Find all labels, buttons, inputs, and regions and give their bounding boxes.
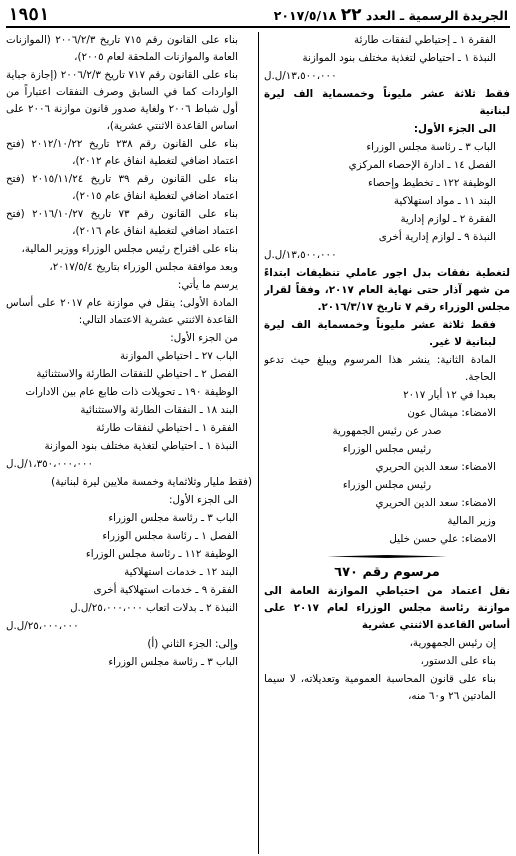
- paragraph: الامضاء: سعد الدين الحريري: [375, 497, 496, 509]
- header-title: [274, 5, 508, 25]
- paragraph: ١٣،٥٠٠،٠٠٠/ل.ل: [264, 249, 337, 261]
- paragraph: ١،٣٥٠،٠٠٠،٠٠٠/ل.ل: [6, 458, 93, 470]
- paragraph: الى الجزء الأول:: [413, 123, 496, 135]
- paragraph: الفصل ٢ ـ احتياطي للنفقات الطارئة والاستثنائية: [36, 368, 238, 380]
- paragraph: المادة الأولى: ينقل في موازنة عام ٢٠١٧ على أساس القاعدة الاثنتي عشرية الاعتماد التالي:: [6, 297, 238, 326]
- left-column-paragraphs: [6, 32, 252, 671]
- paragraph: الفقرة ٩ ـ خدمات استهلاكية أخرى: [93, 584, 238, 596]
- paragraph: الباب ٣ ـ رئاسة مجلس الوزراء: [366, 141, 496, 153]
- left-column: [6, 32, 252, 854]
- paragraph: صدر عن رئيس الجمهورية: [332, 425, 442, 437]
- paragraph: بعبدا في ١٢ أيار ٢٠١٧: [403, 389, 496, 401]
- paragraph: ١٣،٥٠٠،٠٠٠/ل.ل: [264, 70, 337, 82]
- paragraph: رئيس مجلس الوزراء: [342, 479, 432, 491]
- paragraph: بناء على القانون رقم ٧١٥ تاريخ ٢٠٠٦/٢/٣ (الموازنات العامة والموازنات الملحقة لعام ٢٠٠٥)،: [6, 34, 238, 63]
- right-column: [264, 32, 510, 854]
- paragraph: البند ١٢ ـ خدمات استهلاكية: [124, 566, 238, 578]
- paragraph: النبذة ٢ ـ بدلات اتعاب ٢٥،٠٠٠،٠٠٠/ل.ل: [70, 602, 238, 614]
- header-issue-number: ٢٢: [340, 5, 362, 25]
- header-title-prefix: الجريدة الرسمية ـ العدد: [365, 8, 508, 23]
- paragraph: يرسم ما يأتي:: [177, 279, 238, 291]
- paragraph: فقط ثلاثة عشر مليوناً وخمسماية الف ليرة لبنانية لا غير.: [264, 319, 496, 348]
- paragraph: بناء على القانون رقم ٧١٧ تاريخ ٢٠٠٦/٢/٣ (إجازة جباية الواردات كما في السابق وصرف النفقات اعتباراً من أول شباط ٢٠٠٦ ولغاية صدور قانون موازنة ٢٠٠٦ على اساس القاعدة الاثنتي عشرية)،: [6, 69, 238, 132]
- header-date: ٢٠١٧/٥/١٨: [273, 8, 337, 23]
- paragraph: الامضاء: علي حسن خليل: [389, 533, 496, 545]
- preamble-line: إن رئيس الجمهورية،: [409, 637, 496, 649]
- paragraph: الامضاء: سعد الدين الحريري: [375, 461, 496, 473]
- page-header: [6, 4, 510, 28]
- paragraph: لتغطية نفقات بدل اجور عاملي تنظيفات ابتداءً من شهر آذار حتى نهاية العام ٢٠١٧، وفقاً لقرار مجلس الوزراء رقم ٧ تاريخ ٢٠١٦/٣/١٧.: [264, 267, 510, 313]
- paragraph: المادة الثانية: ينشر هذا المرسوم ويبلغ حيث تدعو الحاجة.: [264, 354, 496, 383]
- paragraph: الوظيفة ١١٢ ـ رئاسة مجلس الوزراء: [85, 548, 238, 560]
- paragraph: بناء على القانون رقم ٧٣ تاريخ ٢٠١٦/١٠/٢٧ (فتح اعتماد اضافي لتغطية انفاق عام ٢٠١٦)،: [6, 208, 238, 237]
- paragraph: البند ١٨ ـ النفقات الطارئة والاستثنائية: [80, 404, 238, 416]
- right-column-paragraphs: [264, 32, 510, 548]
- decree-subject: نقل اعتماد من احتياطي الموازنة العامة الى موازنة رئاسة مجلس الوزراء لعام ٢٠١٧ على أساس القاعدة الاثنتي عشرية: [264, 585, 510, 631]
- preamble-line: بناء على الدستور،: [420, 655, 496, 667]
- columns: [6, 32, 510, 854]
- paragraph: (فقط مليار وثلاثماية وخمسة ملايين ليرة لبنانية): [51, 476, 252, 488]
- paragraph: بناء على القانون رقم ٣٩ تاريخ ٢٠١٥/١١/٢٤ (فتح اعتماد اضافي لتغطية انفاق عام ٢٠١٥)،: [6, 173, 238, 202]
- paragraph: ٢٥،٠٠٠،٠٠٠/ل.ل: [6, 620, 79, 632]
- paragraph: الوظيفة ١٩٠ ـ تحويلات ذات طابع عام بين الادارات: [25, 386, 238, 398]
- paragraph: الفصل ١ ـ رئاسة مجلس الوزراء: [102, 530, 238, 542]
- decree-preamble: [264, 635, 510, 705]
- paragraph: الوظيفة ١٢٢ ـ تخطيط وإحصاء: [367, 177, 496, 189]
- paragraph: الامضاء: ميشال عون: [407, 407, 496, 419]
- preamble-line: بناء على قانون المحاسبة العمومية وتعديلاته، لا سيما المادتين ٢٦ و٦٠ منه،: [264, 673, 496, 702]
- paragraph: رئيس مجلس الوزراء: [342, 443, 432, 455]
- paragraph: الفقرة ٢ ـ لوازم إدارية: [400, 213, 496, 225]
- paragraph: الباب ٣ ـ رئاسة مجلس الوزراء: [108, 656, 238, 668]
- paragraph: الفقرة ١ ـ إحتياطي لنفقات طارئة: [354, 34, 496, 46]
- paragraph: النبذة ١ ـ احتياطي لتغذية مختلف بنود الموازنة: [44, 440, 238, 452]
- paragraph: الباب ٢٧ ـ احتياطي الموازنة: [120, 350, 238, 362]
- decree-title: مرسوم رقم ٦٧٠: [334, 565, 440, 580]
- page-number: ١٩٥١: [8, 5, 49, 25]
- paragraph: البند ١١ ـ مواد استهلاكية: [393, 195, 496, 207]
- paragraph: الفصل ١٤ ـ ادارة الإحصاء المركزي: [348, 159, 496, 171]
- column-rule: [258, 32, 259, 854]
- section-divider: [327, 551, 447, 561]
- paragraph: من الجزء الأول:: [170, 332, 238, 344]
- paragraph: بناء على القانون رقم ٢٣٨ تاريخ ٢٠١٢/١٠/٢٢ (فتح اعتماد اضافي لتغطية انفاق عام ٢٠١٢)،: [6, 138, 238, 167]
- paragraph: فقط ثلاثة عشر مليوناً وخمسماية الف ليرة لبنانية: [264, 88, 510, 117]
- paragraph: وبعد موافقة مجلس الوزراء بتاريخ ٢٠١٧/٥/٤،: [49, 261, 238, 273]
- paragraph: الى الجزء الأول:: [169, 494, 238, 506]
- paragraph: الباب ٣ ـ رئاسة مجلس الوزراء: [108, 512, 238, 524]
- paragraph: النبذة ٩ ـ لوازم إدارية أخرى: [378, 231, 496, 243]
- paragraph: النبذة ١ ـ احتياطي لتغذية مختلف بنود الموازنة: [302, 52, 496, 64]
- paragraph: الفقرة ١ ـ احتياطي لنفقات طارئة: [96, 422, 238, 434]
- paragraph: وزير المالية: [447, 515, 496, 527]
- paragraph: وإلى: الجزء الثاني (أ): [147, 638, 238, 650]
- paragraph: بناء على اقتراح رئيس مجلس الوزراء ووزير المالية،: [21, 243, 238, 255]
